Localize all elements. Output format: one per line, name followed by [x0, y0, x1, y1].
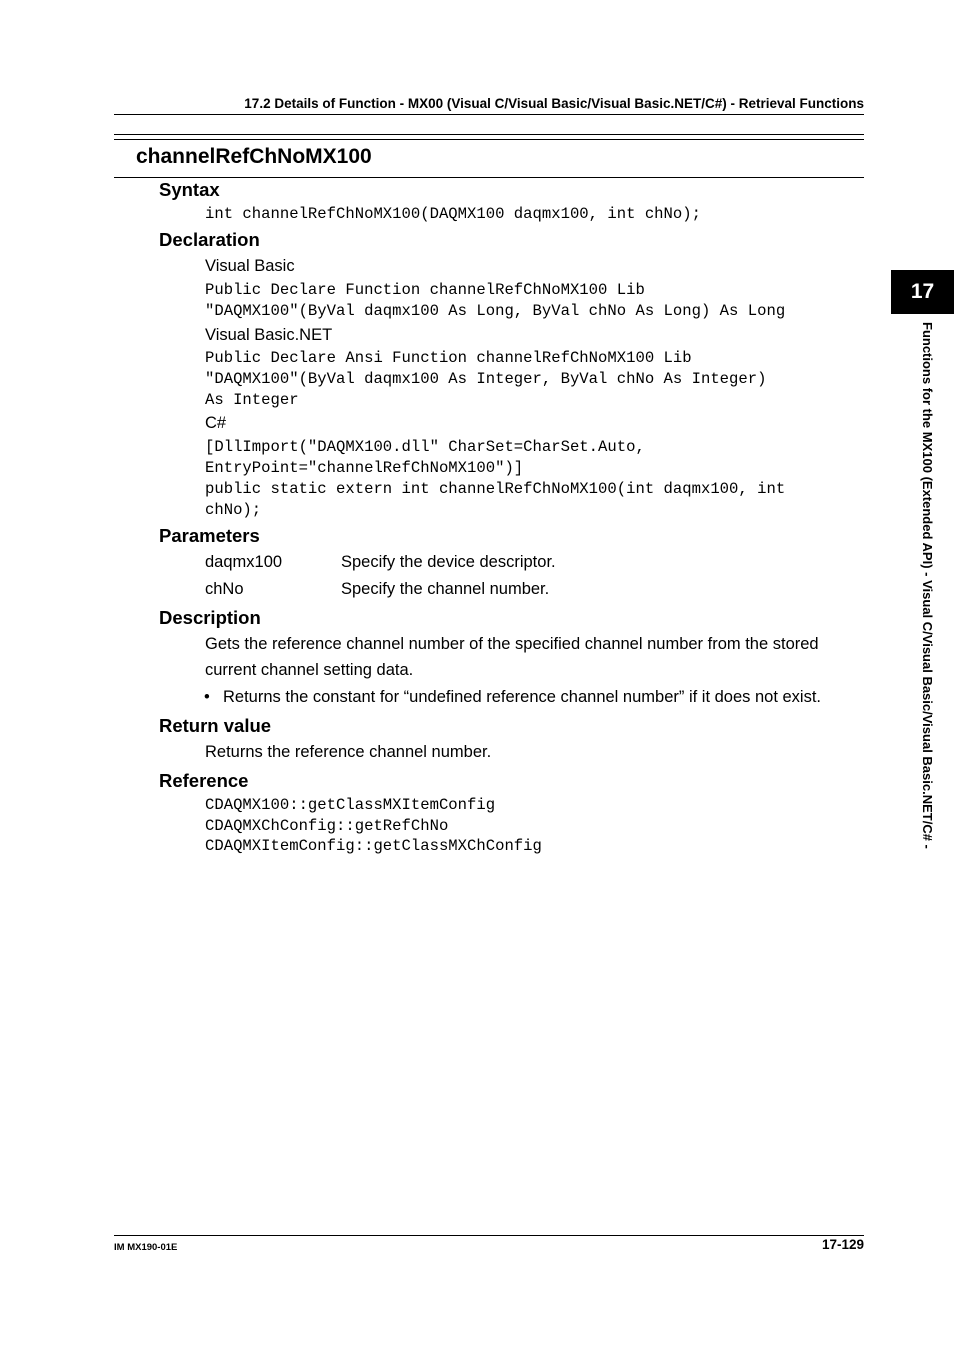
- side-chapter-title: Functions for the MX100 (Extended API) - Visual C/Visual Basic/Visual Basic.NET/C# -: [920, 322, 935, 849]
- vbnet-code-line: "DAQMX100"(ByVal daqmx100 As Integer, ByVal chNo As Integer): [205, 370, 767, 388]
- reference-item: CDAQMXChConfig::getRefChNo: [205, 817, 449, 835]
- vbnet-code-line: Public Declare Ansi Function channelRefChNoMX100 Lib: [205, 349, 692, 367]
- cs-code-line: public static extern int channelRefChNoMX100(int daqmx100, int: [205, 480, 786, 498]
- param-name: chNo: [205, 580, 244, 598]
- bullet-mark: •: [204, 688, 210, 706]
- running-header: 17.2 Details of Function - MX00 (Visual C/Visual Basic/Visual Basic.NET/C#) - Retrieval Functions: [244, 96, 864, 111]
- bullet-text: Returns the constant for “undefined reference channel number” if it does not exist.: [223, 688, 822, 706]
- parameters-heading: Parameters: [159, 525, 260, 546]
- return-value-heading: Return value: [159, 715, 272, 736]
- description-heading: Description: [159, 607, 261, 628]
- function-title: channelRefChNoMX100: [136, 145, 372, 168]
- vb-code-line: "DAQMX100"(ByVal daqmx100 As Long, ByVal chNo As Long) As Long: [205, 302, 786, 320]
- vbnet-label: Visual Basic.NET: [205, 326, 333, 344]
- syntax-heading: Syntax: [159, 179, 220, 200]
- cs-code-line: EntryPoint="channelRefChNoMX100")]: [205, 459, 524, 477]
- description-text: Gets the reference channel number of the specified channel number from the stored: [205, 635, 819, 653]
- reference-item: CDAQMXItemConfig::getClassMXChConfig: [205, 837, 542, 855]
- param-desc: Specify the device descriptor.: [341, 553, 556, 571]
- param-name: daqmx100: [205, 553, 283, 571]
- chapter-tab: 17: [891, 270, 954, 314]
- param-desc: Specify the channel number.: [341, 580, 550, 598]
- reference-heading: Reference: [159, 770, 249, 791]
- footer-doc-id: IM MX190-01E: [114, 1242, 178, 1253]
- declaration-heading: Declaration: [159, 229, 260, 250]
- cs-code-line: [DllImport("DAQMX100.dll" CharSet=CharSet.Auto,: [205, 438, 645, 456]
- vbnet-code-line: As Integer: [205, 391, 299, 409]
- header-rule-mid: [114, 134, 864, 135]
- header-rule-top: [114, 114, 864, 115]
- title-rule: [114, 177, 864, 178]
- footer-page-number: 17-129: [821, 1237, 864, 1252]
- cs-label: C#: [205, 414, 227, 432]
- footer-rule: [114, 1235, 864, 1236]
- header-rule-low: [114, 139, 864, 140]
- cs-code-line: chNo);: [205, 501, 262, 519]
- syntax-code: int channelRefChNoMX100(DAQMX100 daqmx100, int chNo);: [205, 205, 701, 223]
- reference-item: CDAQMX100::getClassMXItemConfig: [205, 796, 496, 814]
- description-text: current channel setting data.: [205, 661, 414, 679]
- vb-label: Visual Basic: [205, 257, 295, 275]
- vb-code-line: Public Declare Function channelRefChNoMX100 Lib: [205, 281, 645, 299]
- return-value-text: Returns the reference channel number.: [205, 743, 492, 761]
